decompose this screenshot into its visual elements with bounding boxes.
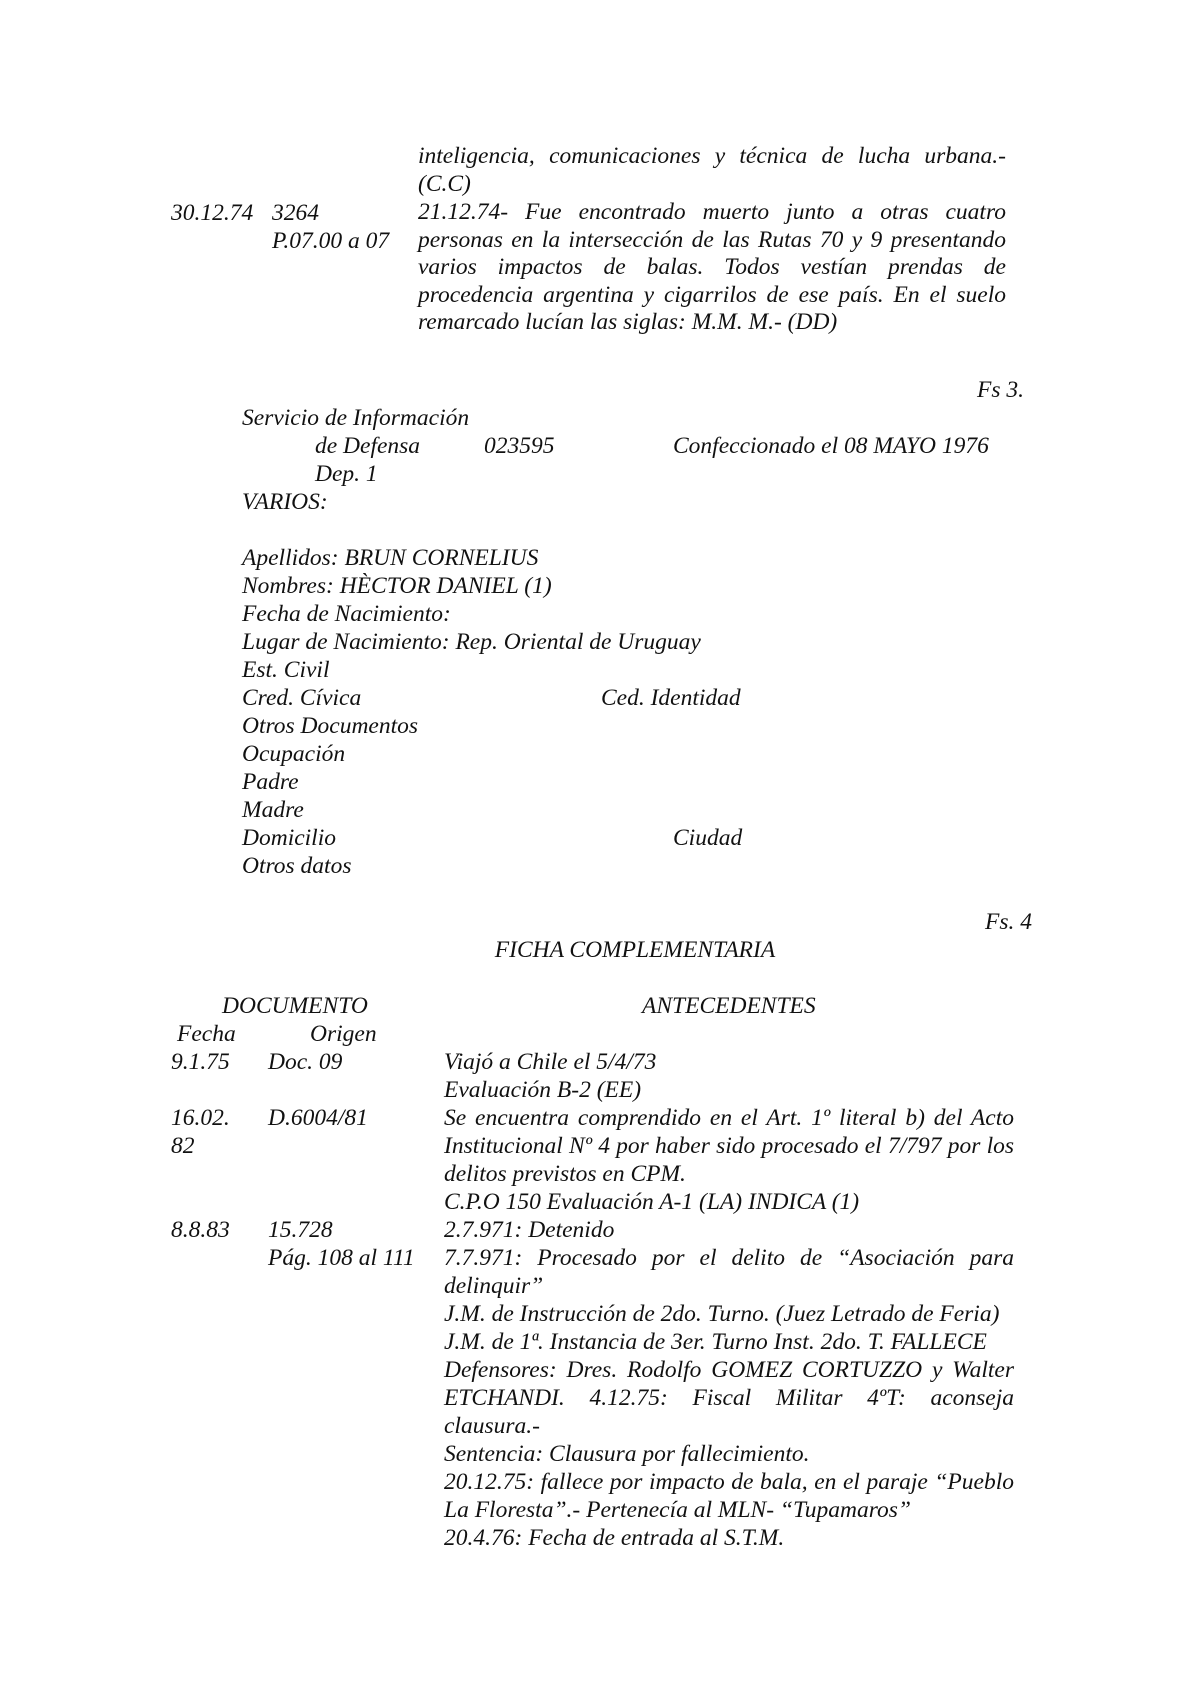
row1-text2: Evaluación B-2 (EE) [444,1077,642,1103]
header-origen: Origen [310,1021,377,1047]
field-fecha-nacimiento: Fecha de Nacimiento: [242,601,451,627]
ficha-title: FICHA COMPLEMENTARIA [494,937,776,963]
row3-paragraph1: 7.7.971: Procesado por el delito de “Asociación para delinquir” [444,1245,1014,1299]
row3-line1: 2.7.971: Detenido [444,1217,615,1243]
row1-origin: Doc. 09 [268,1049,343,1075]
field-otros-documentos: Otros Documentos [242,713,419,739]
field-otros-datos: Otros datos [242,853,352,879]
service-line1: Servicio de Información [242,405,470,431]
service-line2: de Defensa [315,433,421,459]
field-ciudad: Ciudad [673,825,743,851]
row2-paragraph: Se encuentra comprendido en el Art. 1º literal b) del Acto Institucional Nº 4 por haber sido procesado el 7/797 por los delitos previstos en CPM. [444,1105,1014,1187]
field-apellidos: Apellidos: BRUN CORNELIUS [242,545,539,571]
field-estado-civil: Est. Civil [242,657,330,683]
field-credencial-civica: Cred. Cívica [242,685,362,711]
row3-line3: J.M. de 1ª. Instancia de 3er. Turno Inst. 2do. T. FALLECE [444,1329,987,1355]
varios-label: VARIOS: [242,489,328,515]
field-domicilio: Domicilio [242,825,336,851]
row3-paragraph3: 20.12.75: fallece por impacto de bala, en el paraje “Pueblo La Floresta”.- Pertenecía al MLN- “Tupamaros” [444,1469,1014,1523]
row3-line5: 20.4.76: Fecha de entrada al S.T.M. [444,1525,785,1551]
entry-date: 30.12.74 [171,200,254,226]
field-nombres: Nombres: HÈCTOR DANIEL (1) [242,573,552,599]
field-padre: Padre [242,769,299,795]
row2-date-line1: 16.02. [171,1105,230,1131]
made-date: Confeccionado el 08 MAYO 1976 [673,433,989,459]
field-madre: Madre [242,797,304,823]
row1-text1: Viajó a Chile el 5/4/73 [444,1049,657,1075]
row3-line2: J.M. de Instrucción de 2do. Turno. (Juez Letrado de Feria) [444,1301,1000,1327]
field-ocupacion: Ocupación [242,741,346,767]
row3-paragraph2: Defensores: Dres. Rodolfo GOMEZ CORTUZZO y Walter ETCHANDI. 4.12.75: Fiscal Militar 4ºT: aconseja clausura.- [444,1357,1014,1439]
row3-origin1: 15.728 [268,1217,333,1243]
header-antecedentes: ANTECEDENTES [642,993,816,1019]
row3-date: 8.8.83 [171,1217,230,1243]
row2-line: C.P.O 150 Evaluación A-1 (LA) INDICA (1) [444,1189,860,1215]
row3-origin2: Pág. 108 al 111 [268,1245,415,1271]
entry-number: 3264 [272,200,319,226]
row1-date: 9.1.75 [171,1049,230,1075]
field-cedula-identidad: Ced. Identidad [601,685,741,711]
header-fecha: Fecha [177,1021,236,1047]
row3-line4: Sentencia: Clausura por fallecimiento. [444,1441,810,1467]
row2-origin: D.6004/81 [268,1105,368,1131]
department: Dep. 1 [315,461,378,487]
entry-text: 21.12.74- Fue encontrado muerto junto a otras cuatro personas en la intersección de las Rutas 70 y 9 presentando varios impactos de balas. Todos vestían prendas de procedencia argentina y cigarrilos de ese país. En el suelo remarcado lucían las siglas: M.M. M.- (DD) [418,199,1006,336]
record-code: 023595 [484,433,555,459]
header-documento: DOCUMENTO [222,993,368,1019]
continuation-text: inteligencia, comunicaciones y técnica de lucha urbana.- (C.C) [418,143,1006,197]
folio-fs4: Fs. 4 [985,909,1032,935]
row2-date-line2: 82 [171,1133,195,1159]
field-lugar-nacimiento: Lugar de Nacimiento: Rep. Oriental de Uruguay [242,629,701,655]
folio-fs3: Fs 3. [977,377,1024,403]
entry-pages: P.07.00 a 07 [272,228,390,254]
